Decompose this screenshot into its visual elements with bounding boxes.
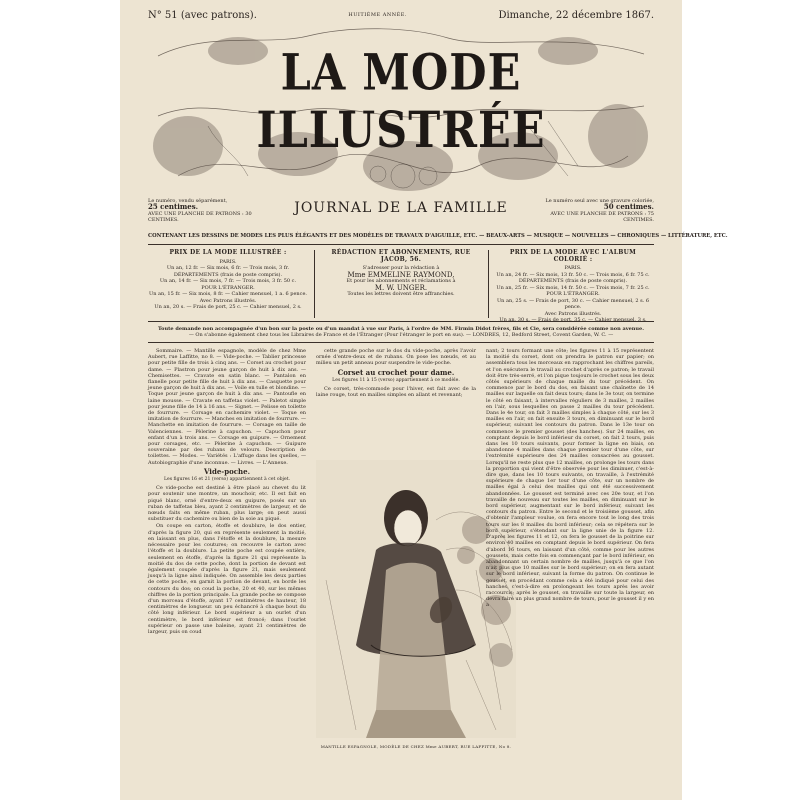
price-divider-1 <box>314 250 315 318</box>
price-left-heading: PRIX DE LA MODE ILLUSTRÉE : <box>169 249 287 256</box>
column-3 <box>486 348 654 793</box>
price-left-dep-line: Un an, 14 fr. — Six mois, 7 fr. — Trois mois, 3 fr. 50 c. <box>159 278 297 284</box>
rule-top <box>148 244 654 245</box>
article-title-vide-poche: Vide-poche. <box>203 466 251 476</box>
article-paragraph: Ce corset, très-commode pour l'hiver, est fait avec de la laine rouge, tout en mailles simples en allant et revenant; <box>316 386 476 399</box>
price-center-line2: Et pour les abonnements et réclamations à <box>346 278 456 284</box>
price-right-etranger: POUR L'ÉTRANGER. <box>546 291 600 297</box>
price-right-dep: DÉPARTEMENTS (frais de poste compris). <box>518 278 628 284</box>
newspaper-page <box>120 0 728 800</box>
illustration-caption: MANTILLE ESPAGNOLE, MODÈLE DE CHEZ Mme AUBERT, RUE LAFFITTE, No 8. <box>320 744 512 749</box>
issue-date: Dimanche, 22 décembre 1867. <box>498 9 654 21</box>
masthead-subline <box>148 198 654 234</box>
left-note: Le numéro, vendu séparément, <box>148 198 228 204</box>
article-paragraph: On coupe en carton, étoffe et doublure, le dos entier, d'après la figure 20, qui en représente seulement la moitié, en laissant en plus, dans l'étoffe et la doublure, la mesure nécessaire pour les coutures; on recouvre le carton avec l'étoffe et la doublure. La petite poche est coupée entière, seulement en étoffe, d'après la figure 21 qui représente la moitié du dos de cette poche, dont la portion de devant est également coupée d'après la figure 21, mais seulement jusqu'à la ligne ainsi indiquée. On assemble les deux parties de cette poche, en garnit la portion de devant, en borde les contours du dos; on coud la poche, 20 et 40, sur les mêmes chiffres de la portion principale. La grande poche se compose d'un morceau d'étoffe, ayant 17 centimètres de hauteur, 18 centimètres de longueur. un peu échancré à chaque bout du côté long inférieur. Le bord supérieur a un ourlet d'un centimètre, le bord inférieur est froncé; dans l'ourlet supérieur on passe une baleine, ayant 21 centimètres de largeur, puis on coud <box>148 523 306 635</box>
article-paragraph: nant; 2 tours formant une côte; les figures 11 à 15 représentent la moitié du corset, dont on prendra le patron sur papier; on assemblera tous les morceaux en rapprochant les chiffres pareils, et l'on exécutera le travail au crochet d'après ce patron; le travail doit être très-serré, et l'on pique toujours le crochet sous les deux côtés supérieurs de chaque maille du tour précédent. On commence par le bord du dos, en faisant une chaînette de 14 mailles sur laquelle on fait deux tours; dans le 3e tour, on termine le côté en faisant, à intervalles réguliers de 3 mailles, 2 mailles en l'air, sous lesquelles on passe 2 mailles du tour précédent. Dans le 4e tour, on fait 3 mailles simples à chaque côté, sur les 3 mailles en l'air, on fait ensuite 3 tours, en diminuant sur le bord supérieur, suivant les contours du patron. Dans le 13e tour on commence le premier gousset (des hanches). Sur 24 mailles, en comptant depuis le bord inférieur du corset, on fait 2 tours, puis dans les 10 tours suivants, pour former la ligne en biais, on abandonne 4 mailles dans chaque premier tour d'une côte, sur l'extrémité supérieure des 24 mailles consacrées au gousset. Lorsqu'il ne reste plus que 12 mailles, on prolonge les tours dans la proportion qui vient d'être observée pour les diminuer, c'est-à-dire que, dans les 10 tours suivants, on travaille, à l'extrémité supérieure de chaque 1er tour d'une côte, sur un nombre de mailles égal à celui des mailles qui ont été successivement abandonnées. Le gousset est terminé avec ces 20e tour, et l'on travaille de nouveau sur toutes les mailles, en diminuant sur le bord supérieur, augmentant sur le bord inférieur, suivant les contours du patron. Entre le second et le troisième gousset, afin d'obtenir l'ampleur voulue, on fera encore tout le long des trois tours sur les 8 mailles du bord inférieur; cela se répétera sur le bord supérieur, s'étendant sur la ligne unie de la figure 12. D'après les figures 11 et 12, on fera le gousset de la poitrine sur environ 40 mailles en comptant depuis le bord supérieur. On fera d'abord 16 tours, en laissant d'un côté, comme pour les autres goussets, mais cette fois en commençant par le bord inférieur, en abandonnant un certain nombre de mailles, jusqu'à ce que l'on n'ait plus que 10 mailles sur le bord supérieur; on en fera autant sur le bord inférieur, suivant la forme du patron. On continue le gousset, en procédant comme cela a été indiqué pour celui des hanches, c'est-à-dire en prolongeant les tours après les avoir raccourcis; après le gousset, on travaille sur toute la largeur, en devra faire un plus grand nombre de tours, pour le gousset il y en a <box>486 348 654 609</box>
price-divider-2 <box>488 250 489 318</box>
price-box-center <box>320 250 482 306</box>
notice-line2: — On s'abonne également chez tous les Libraires de France et de l'Étranger (Pour l'étranger le port en sus). — LONDRES, 12, Bedford Street, Covent Garden, W. C. — <box>188 332 614 338</box>
price-right-etranger-line: Un an, 25 s. — Frais de port, 30 c. — Cahier mensuel, 2 s. 6 pence. <box>496 297 650 310</box>
price-left-etranger-line3: Un an, 20 s. — Frais de port, 25 c. — Cahier mensuel, 2 s. <box>154 304 302 310</box>
price-center-line1: S'adresser pour la rédaction à <box>362 265 440 271</box>
price-box-right <box>492 249 654 323</box>
price-left-dep: DÉPARTEMENTS (frais de poste compris). <box>173 271 283 278</box>
column-2 <box>316 348 476 458</box>
price-left-etranger-line: Un an, 15 fr. — Six mois, 8 fr. — Cahier mensuel, 1 a. 6 pence. <box>148 291 307 297</box>
price-box-left <box>148 249 308 310</box>
journal-subtitle: JOURNAL DE LA FAMILLE <box>294 200 508 216</box>
price-center-name1: Mme EMMELINE RAYMOND, <box>347 270 455 279</box>
article-sub-vide-poche: Les figures 16 et 21 (verso) appartiennent à cet objet. <box>163 477 291 483</box>
right-note: Le numéro seul avec une gravure coloriée, <box>545 198 654 204</box>
article-paragraph: cette grande poche sur le dos du vide-poche, après l'avoir ornée d'entre-deux et de rubans. On pose les nœuds, et au milieu un petit anneau pour suspendre le vide-poche. <box>316 348 476 367</box>
article-paragraph: Ce vide-poche est destiné à être placé au chevet du lit pour soutenir une montre, un mouchoir, etc. Il est fait en piqué blanc, orné d'entre-deux en guipure, posés sur un ruban de taffetas bleu, ayant 2 centimètres de largeur, et de nœuds faits en même ruban, plus large; on peut aussi substituer du cachemire ou bien de la soie au piqué. <box>148 485 306 523</box>
price-left-paris-line: Un an, 12 fr. — Six mois, 6 fr. — Trois mois, 3 fr. <box>166 265 290 271</box>
price-right-heading: PRIX DE LA MODE AVEC L'ALBUM COLORIÉ : <box>509 249 637 263</box>
issue-year: HUITIÈME ANNÉE. <box>348 12 407 18</box>
price-left-etranger: POUR L'ÉTRANGER. <box>201 284 255 291</box>
issue-line <box>148 8 654 22</box>
single-issue-price <box>148 198 268 223</box>
left-note-patterns: AVEC UNE PLANCHE DE PATRONS : 30 CENTIMES. <box>148 211 252 223</box>
right-note-patterns: AVEC UNE PLANCHE DE PATRONS : 75 CENTIMES. <box>550 211 654 223</box>
contents-line: CONTENANT LES DESSINS DE MODES LES PLUS ÉLÉGANTS ET DES MODÈLES DE TRAVAUX D'AIGUILLE, ETC. — BEAUX-ARTS — MUSIQUE — NOUVELLES — CHRONIQUES — LITTÉRATURE, ETC. <box>148 233 728 239</box>
price-left-paris: PARIS. <box>219 258 237 265</box>
left-note-price: 25 centimes. <box>148 202 199 211</box>
subscription-notice <box>148 326 654 338</box>
price-center-heading: RÉDACTION ET ABONNEMENTS, RUE JACOB, 56. <box>331 249 471 263</box>
price-right-paris-line: Un an, 24 fr. — Six mois, 13 fr. 50 c. — Trois mois, 6 fr. 75 c. <box>496 271 650 278</box>
price-center-name2: M. W. UNGER. <box>374 283 428 292</box>
rule-columns <box>148 342 654 343</box>
right-note-price: 50 centimes. <box>603 202 654 211</box>
issue-number: N° 51 (avec patrons). <box>148 9 257 21</box>
notice-line1: Toute demande non accompagnée d'un bon sur la poste ou d'un mandat à vue sur Paris, à l'ordre de MM. Firmin Didot frères, fils et Cie, sera considérée comme non avenue. <box>158 326 644 332</box>
colored-issue-price <box>534 198 654 223</box>
article-sub-corset: Les figures 11 à 15 (verso) appartiennent à ce modèle. <box>332 377 460 383</box>
price-right-dep-line: Un an, 25 fr. — Six mois, 14 fr. 50 c. — Trois mois, 7 fr. 25 c. <box>496 284 650 291</box>
price-right-paris: PARIS. <box>564 265 582 271</box>
article-title-corset: Corset au crochet pour dame. <box>337 367 455 377</box>
column-1 <box>148 348 306 793</box>
price-center-line3: Toutes les lettres doivent être affranchies. <box>347 291 455 297</box>
masthead <box>148 26 654 198</box>
masthead-title: LA MODE ILLUSTRÉE <box>256 44 546 160</box>
sommaire: Sommaire. — Mantille espagnole, modèle de chez Mme Aubert, rue Laffitte, no 8. — Vide-poche. — Tablier princesse pour petite fille de trois à cinq ans. — Corset au crochet pour dame. — Plastron pour jeune garçon de huit à dix ans. — Chemisettes. — Cravate en satin blanc. — Pantalon en flanelle pour petite fille de huit à dix ans. — Casquette pour jeune garçon de huit à dix ans. — Voile en tulle et blondine. — Toque pour jeune garçon de huit à dix ans. — Pantoufle en laine mousse. — Cravate en taffetas violet. — Paletot simple pour jeune fille de 14 à 16 ans. — Signet. — Pelisse en toilette de fourrure. — Corsage en cachemire violet. — Toque en imitation de fourrure. — Manches en imitation de fourrure. — Manchette en imitation de fourrure. — Corsage en taille de Valenciennes. — Pèlerine à capuchon. — Capuchon pour enfant d'un à trois ans. — Corsage en guipure. — Ornement pour corsages, etc. — Pèlerine à capuchon. — Guipure souveraine par des rubans de velours. Description de toilettes. — Modes. — Variétés : L'affuge dans les quelles, — Autobiographie d'une inconnue. — Livres. — L'Annexe. <box>148 348 306 466</box>
price-left-etranger-line2: Avec Patrons illustrés. <box>199 297 257 304</box>
price-right-etranger-line2: Avec Patrons illustrés. <box>544 310 602 317</box>
price-right-etranger-line3: Un an, 30 s. — Frais de port, 35 c. — Cahier mensuel, 3 s. <box>499 317 647 323</box>
rule-notice <box>148 321 654 322</box>
